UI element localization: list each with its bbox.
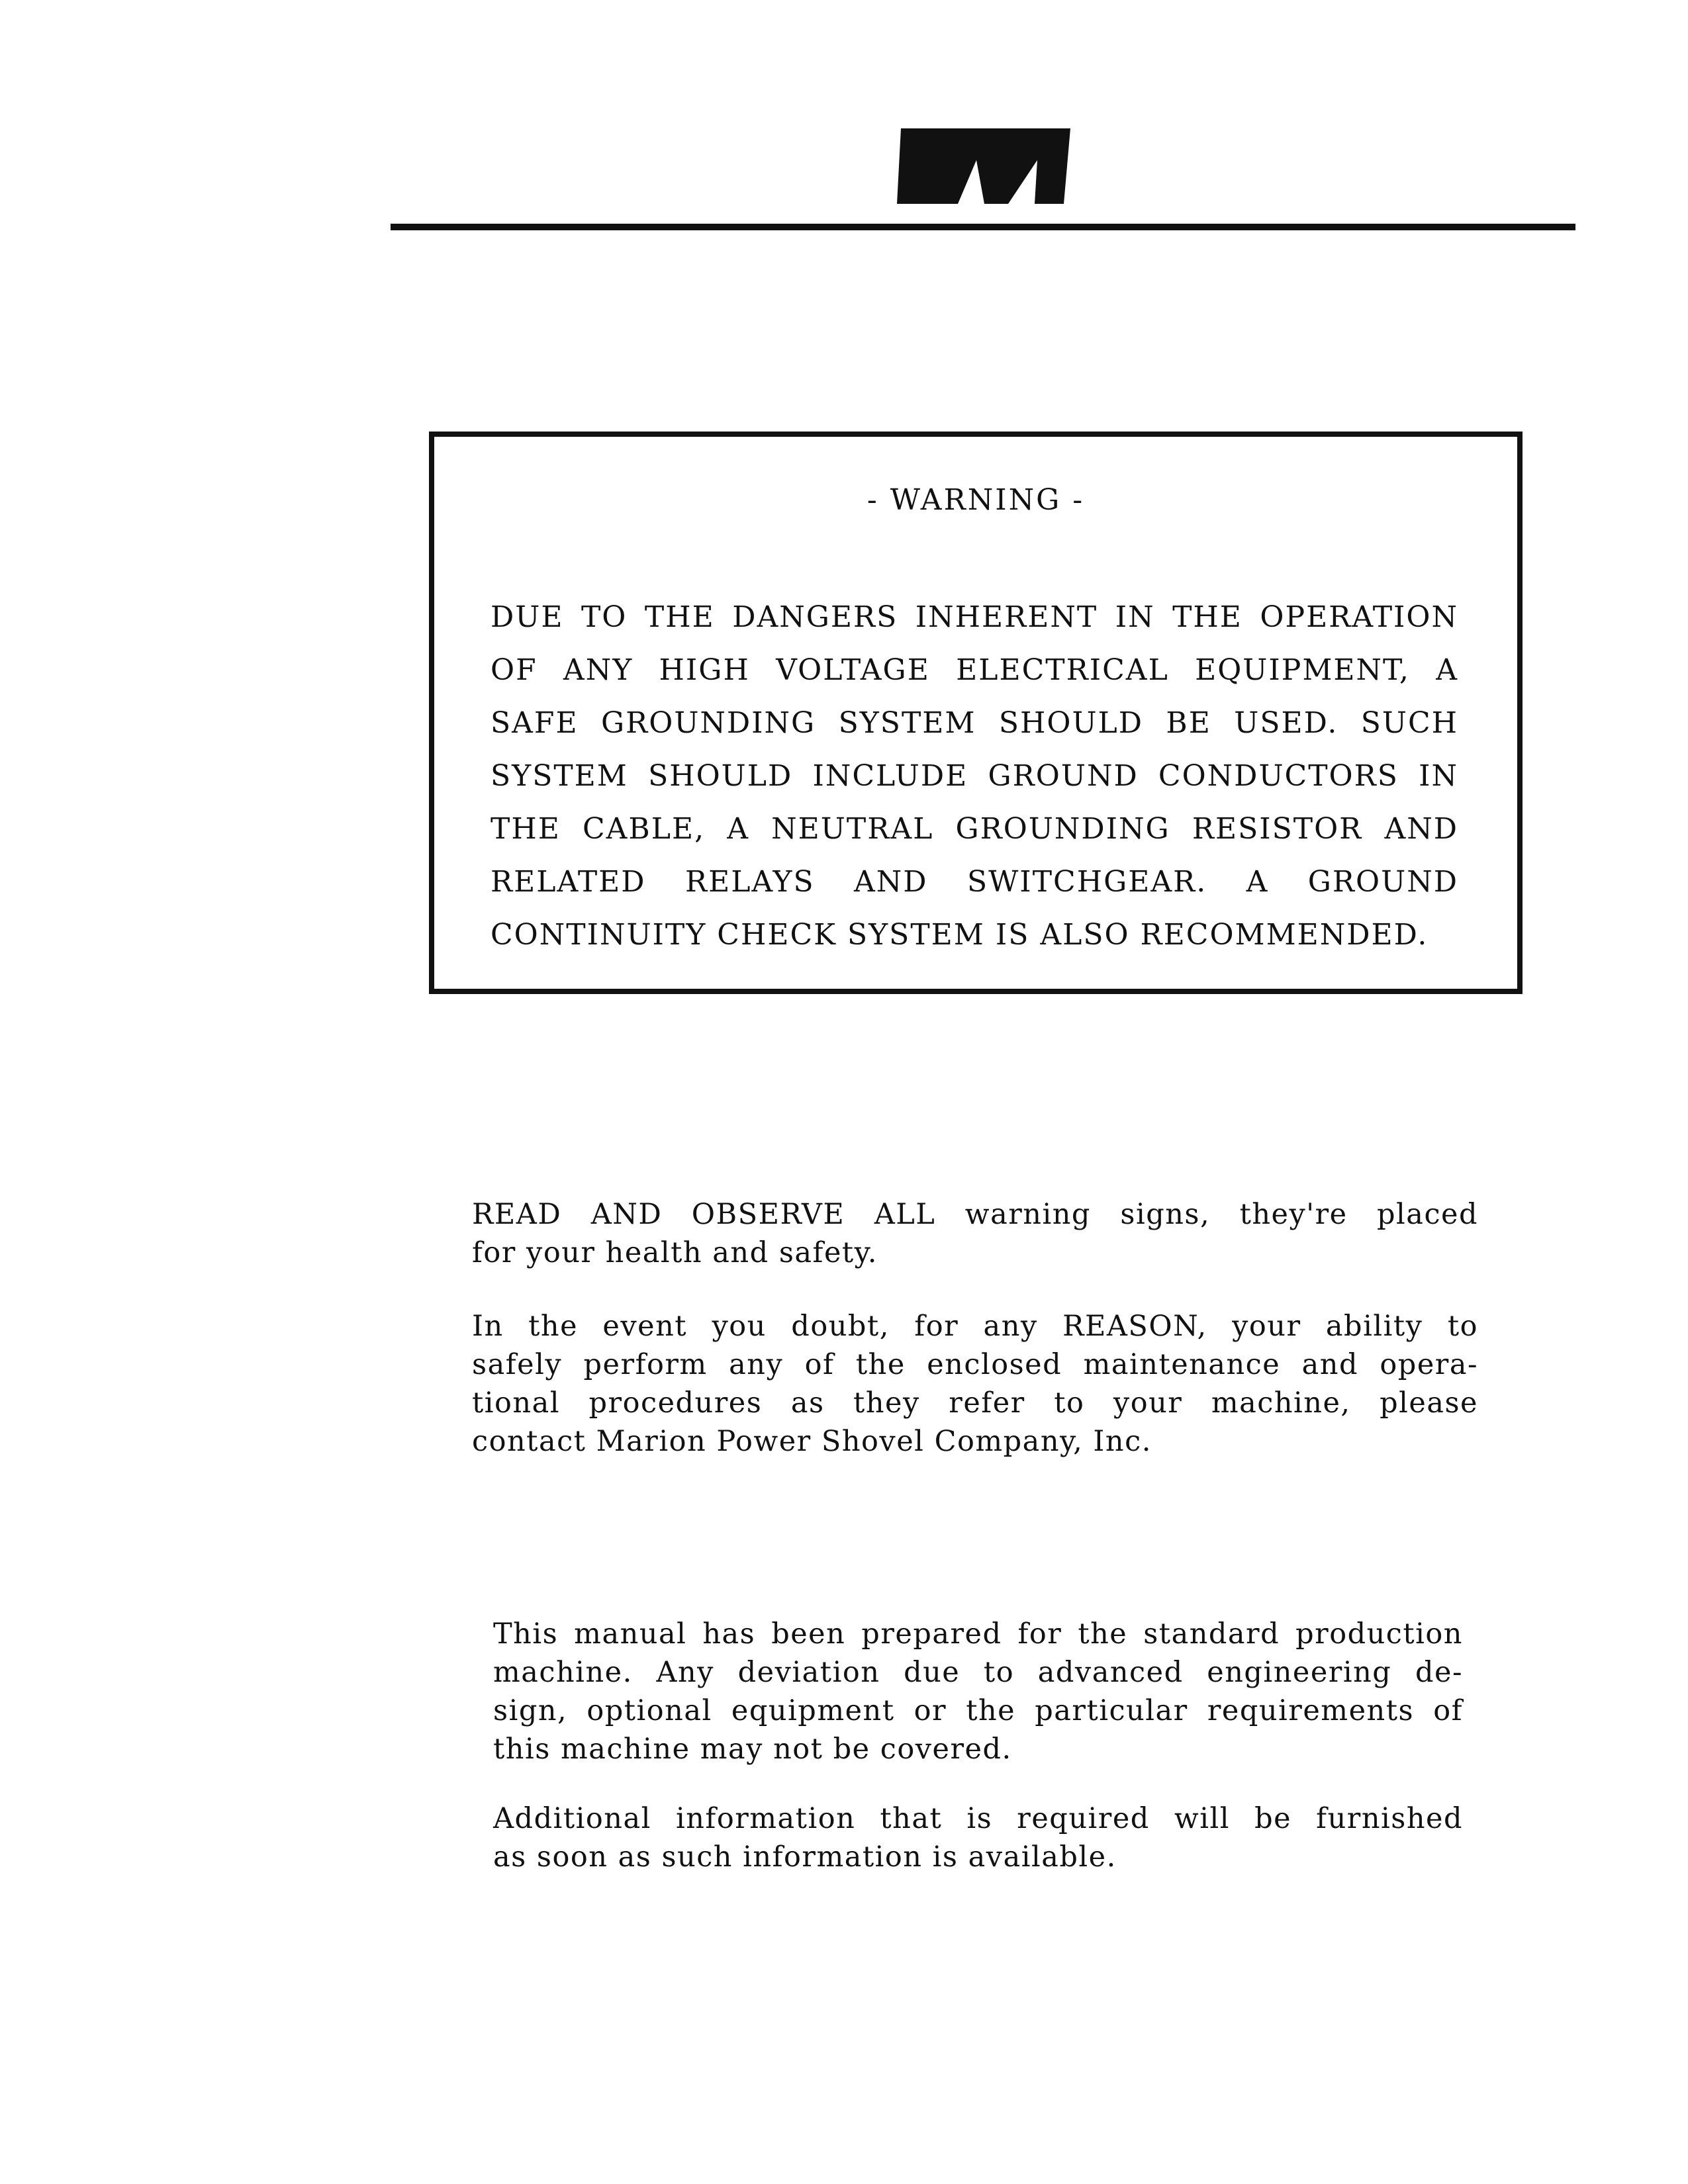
- paragraph-line: READ AND OBSERVE ALL warning signs, they're placed: [472, 1198, 1478, 1231]
- paragraph-line: for your health and safety.: [472, 1236, 878, 1269]
- additional-info-paragraph: [493, 1799, 1463, 1876]
- contact-paragraph: [472, 1307, 1478, 1461]
- marion-logo-icon-graphic: [897, 126, 1073, 206]
- marion-logo-icon: [897, 126, 1073, 206]
- header-rule: [391, 224, 1575, 230]
- warning-body: [491, 591, 1458, 962]
- paragraph-line: safely perform any of the enclosed maintenance and opera-: [472, 1348, 1478, 1381]
- paragraph-line: sign, optional equipment or the particular requirements of: [493, 1694, 1463, 1727]
- paragraph-line: This manual has been prepared for the standard production: [493, 1617, 1463, 1651]
- manual-scope-paragraph: [493, 1615, 1463, 1768]
- warning-line: RELATED RELAYS AND SWITCHGEAR. A GROUND: [491, 865, 1458, 899]
- paragraph-line: machine. Any deviation due to advanced engineering de-: [493, 1656, 1463, 1689]
- warning-line: DUE TO THE DANGERS INHERENT IN THE OPERATION: [491, 600, 1458, 634]
- warning-line: OF ANY HIGH VOLTAGE ELECTRICAL EQUIPMENT, A: [491, 653, 1458, 687]
- safety-signs-paragraph: [472, 1195, 1478, 1272]
- paragraph-line: In the event you doubt, for any REASON, your ability to: [472, 1310, 1478, 1343]
- warning-title: - WARNING -: [867, 483, 1085, 517]
- paragraph-line: Additional information that is required will be furnished: [493, 1802, 1463, 1835]
- paragraph-line: contact Marion Power Shovel Company, Inc.: [472, 1425, 1152, 1458]
- warning-line: SAFE GROUNDING SYSTEM SHOULD BE USED. SUCH: [491, 706, 1458, 740]
- paragraph-line: tional procedures as they refer to your machine, please: [472, 1387, 1478, 1420]
- paragraph-line: as soon as such information is available.: [493, 1841, 1117, 1874]
- paragraph-line: this machine may not be covered.: [493, 1733, 1012, 1766]
- warning-box: [429, 432, 1523, 994]
- warning-line: SYSTEM SHOULD INCLUDE GROUND CONDUCTORS IN: [491, 759, 1458, 793]
- warning-line: THE CABLE, A NEUTRAL GROUNDING RESISTOR AND: [491, 812, 1458, 846]
- warning-line: CONTINUITY CHECK SYSTEM IS ALSO RECOMMENDED.: [491, 918, 1429, 952]
